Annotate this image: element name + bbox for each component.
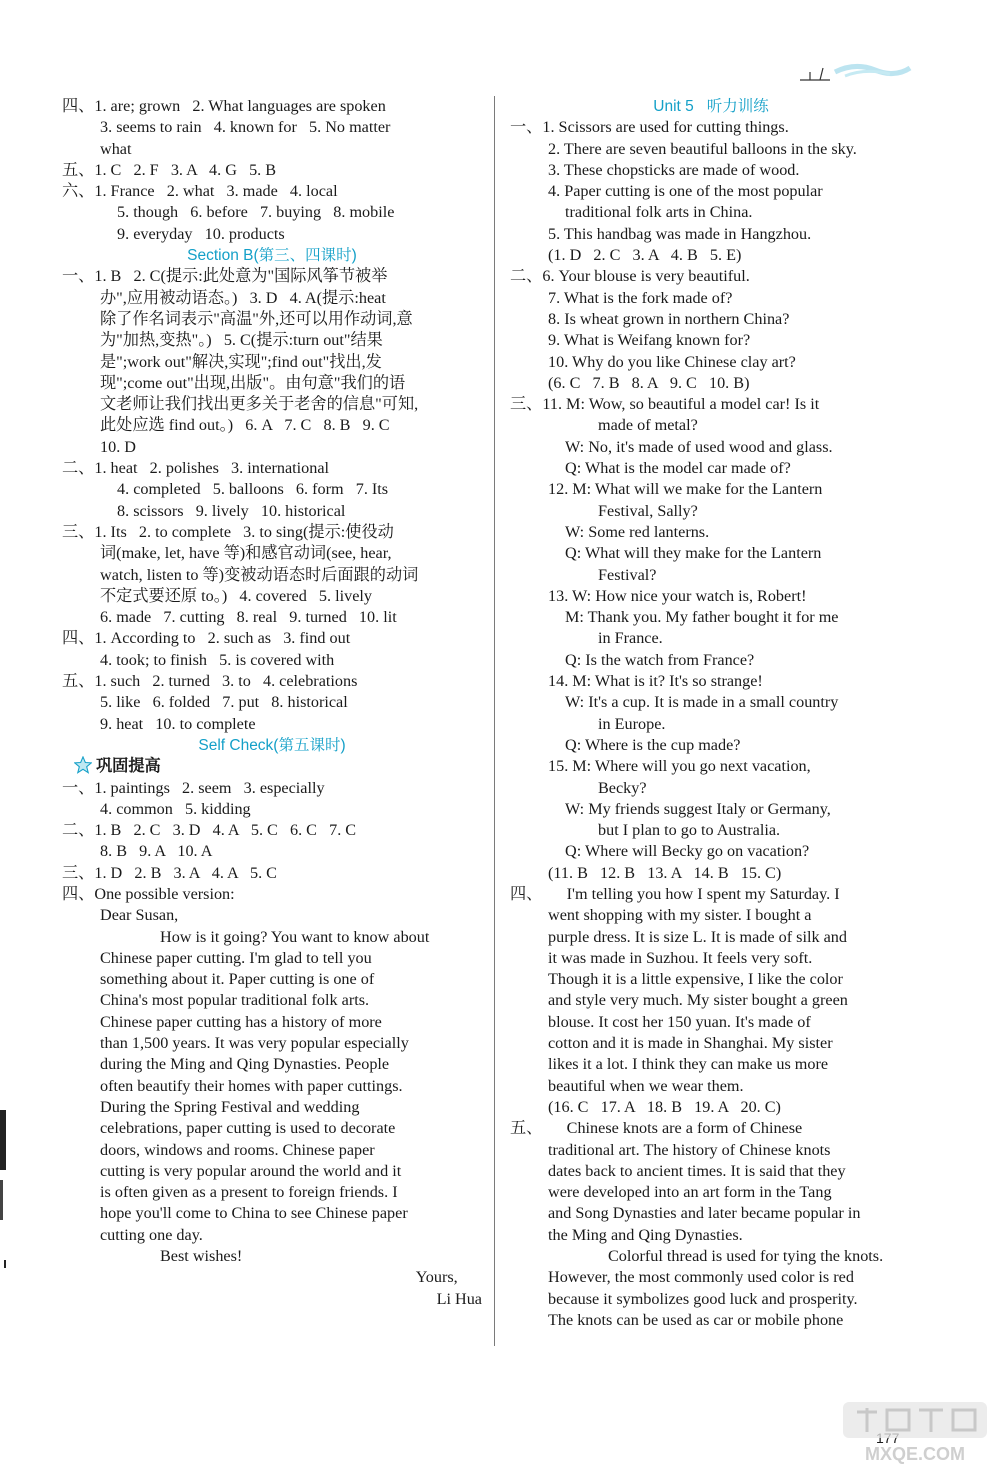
answer-line: because it symbolizes good luck and prosperity. — [548, 1289, 858, 1308]
answer-line: Though it is a little expensive, I like the color — [548, 970, 843, 989]
answer-line: Festival? — [598, 565, 657, 584]
answer-line: what — [100, 139, 132, 158]
answer-line: W: My friends suggest Italy or Germany, — [565, 799, 831, 818]
answer-line: 二、6. Your blouse is very beautiful. — [510, 267, 750, 286]
answer-line: (11. B 12. B 13. A 14. B 15. C) — [548, 863, 782, 882]
answer-line: 词(make, let, have 等)和感官动词(see, hear, — [100, 544, 392, 563]
answer-line: China's most popular traditional folk arts. — [100, 991, 370, 1010]
answer-line: 2. There are seven beautiful balloons in the sky. — [548, 139, 857, 158]
answer-line: but I plan to go to Australia. — [598, 821, 781, 840]
answer-line: 四、1. are; grown 2. What languages are spoken — [62, 97, 386, 115]
answer-line: cutting is very popular around the world and it — [100, 1161, 402, 1180]
answer-line: doors, windows and rooms. Chinese paper — [100, 1140, 375, 1159]
watermark-text: MXQE.COM — [864, 1444, 966, 1464]
answer-line: 4. common 5. kidding — [100, 799, 251, 818]
answer-line: During the Spring Festival and wedding — [100, 1097, 360, 1116]
answer-line: celebrations, paper cutting is used to decorate — [100, 1119, 396, 1138]
answer-line: cotton and it is made in Shanghai. My sister — [548, 1034, 833, 1053]
answer-line: 五、1. such 2. turned 3. to 4. celebrations — [62, 672, 358, 691]
answer-line: 此处应选 find out。) 6. A 7. C 8. B 9. C — [100, 416, 390, 435]
answer-line: often beautify their homes with paper cuttings. — [100, 1076, 403, 1095]
answer-line: traditional art. The history of Chinese knots — [548, 1140, 831, 1159]
answer-line: Q: Is the watch from France? — [565, 650, 755, 669]
answer-line: the Ming and Qing Dynasties. — [548, 1225, 743, 1244]
answer-line: watch, listen to 等)变被动语态时后面跟的动词 — [100, 565, 419, 584]
answer-line: How is it going? You want to know about — [160, 927, 430, 946]
answer-line: Q: What will they make for the Lantern — [565, 544, 822, 563]
answer-line: hope you'll come to China to see Chinese paper — [100, 1204, 408, 1223]
answer-line: blouse. It cost her 150 yuan. It's made of — [548, 1012, 811, 1031]
binding-marks — [0, 1110, 14, 1280]
answer-line: likes it a lot. I think they can make us more — [548, 1055, 829, 1074]
answer-line: and Song Dynasties and later became popular in — [548, 1204, 861, 1223]
answer-line: it was made in Suzhou. It feels very soft. — [548, 948, 813, 967]
answer-line: 10. D — [100, 437, 136, 456]
answer-line: 五、 Chinese knots are a form of Chinese — [510, 1119, 803, 1138]
answer-line: 15. M: Where will you go next vacation, — [548, 757, 811, 776]
answer-line: and style very much. My sister bought a green — [548, 991, 848, 1010]
answer-line: The knots can be used as car or mobile phone — [548, 1310, 844, 1329]
answer-line: M: Thank you. My father bought it for me — [565, 608, 839, 627]
answer-line: (16. C 17. A 18. B 19. A 20. C) — [548, 1097, 781, 1116]
answer-line: 10. Why do you like Chinese clay art? — [548, 352, 796, 371]
answer-line: Q: Where is the cup made? — [565, 735, 741, 754]
answer-line: (6. C 7. B 8. A 9. C 10. B) — [548, 373, 750, 392]
answer-line: Best wishes! — [160, 1247, 243, 1266]
header-decoration — [795, 50, 915, 90]
answer-line: 文老师让我们找出更多关于老舍的信息"可知, — [100, 395, 419, 414]
answer-line: Becky? — [598, 778, 647, 797]
answer-line: 8. scissors 9. lively 10. historical — [117, 501, 346, 520]
answer-line: 三、11. M: Wow, so beautiful a model car! Is it — [510, 395, 820, 414]
answer-line: 二、1. B 2. C 3. D 4. A 5. C 6. C 7. C — [62, 821, 357, 840]
answer-line: 一、1. paintings 2. seem 3. especially — [62, 778, 325, 797]
column-divider — [494, 96, 495, 1346]
answer-line: something about it. Paper cutting is one of — [100, 970, 375, 989]
answer-line: 四、1. According to 2. such as 3. find out — [62, 629, 351, 648]
answer-line: 5. This handbag was made in Hangzhou. — [548, 224, 812, 243]
answer-line: 7. What is the fork made of? — [548, 288, 733, 307]
answer-line: Li Hua — [436, 1289, 482, 1308]
answer-line: in France. — [598, 629, 663, 648]
answer-line: W: No, it's made of used wood and glass. — [565, 437, 833, 456]
answer-line: 3. seems to rain 4. known for 5. No matter — [100, 118, 391, 137]
answer-line: 为"加热,变热"。) 5. C(提示:turn out"结果 — [100, 331, 383, 350]
answer-line: 二、1. heat 2. polishes 3. international — [62, 459, 330, 478]
answer-line: Colorful thread is used for tying the knots. — [608, 1247, 884, 1266]
answer-line: Dear Susan, — [100, 906, 179, 925]
answer-line: Yours, — [415, 1268, 482, 1287]
answer-line: However, the most commonly used color is red — [548, 1268, 854, 1287]
answer-line: were developed into an art form in the Tang — [548, 1183, 832, 1202]
answer-line: purple dress. It is size L. It is made of silk and — [548, 927, 847, 946]
section-heading: Unit 5 听力训练 — [653, 98, 769, 115]
section-heading: Self Check(第五课时) — [198, 736, 346, 754]
answer-line: 8. B 9. A 10. A — [100, 842, 213, 861]
answer-line: 14. M: What is it? It's so strange! — [548, 672, 763, 691]
answer-line: 三、1. D 2. B 3. A 4. A 5. C — [62, 863, 277, 882]
subsection-title: 巩固提高 — [62, 756, 482, 777]
answer-line: Q: Where will Becky go on vacation? — [565, 842, 810, 861]
answer-line: 6. made 7. cutting 8. real 9. turned 10. lit — [100, 608, 397, 627]
answer-line: 现";come out"出现,出版"。由句意"我们的语 — [100, 373, 406, 392]
answer-line: (1. D 2. C 3. A 4. B 5. E) — [548, 246, 742, 265]
answer-line: 五、1. C 2. F 3. A 4. G 5. B — [62, 160, 277, 179]
answer-line: Chinese paper cutting has a history of more — [100, 1012, 382, 1031]
answer-line: 除了作名词表示"高温"外,还可以用作动词,意 — [100, 309, 413, 328]
answer-line: 9. everyday 10. products — [117, 224, 285, 243]
answer-line: 3. These chopsticks are made of wood. — [548, 160, 800, 179]
star-icon — [74, 756, 92, 774]
answer-line: 四、 I'm telling you how I spent my Saturday. I — [510, 884, 840, 903]
answer-line: 4. took; to finish 5. is covered with — [100, 650, 335, 669]
answer-line: than 1,500 years. It was very popular especially — [100, 1034, 409, 1053]
answer-line: 三、1. Its 2. to complete 3. to sing(提示:使役动 — [62, 522, 394, 541]
answer-line: 不定式要还原 to。) 4. covered 5. lively — [100, 586, 372, 605]
answer-line: traditional folk arts in China. — [565, 203, 753, 222]
answer-line: 4. completed 5. balloons 6. form 7. Its — [117, 480, 389, 499]
answer-line: 四、One possible version: — [62, 884, 235, 903]
answer-line: is often given as a present to foreign friends. I — [100, 1183, 398, 1202]
answer-line: made of metal? — [598, 416, 698, 435]
answer-line: 一、1. B 2. C(提示:此处意为"国际风筝节被举 — [62, 267, 388, 286]
answer-line: beautiful when we wear them. — [548, 1076, 744, 1095]
answer-line: Chinese paper cutting. I'm glad to tell you — [100, 948, 372, 967]
answer-line: in Europe. — [598, 714, 666, 733]
answer-line: 5. like 6. folded 7. put 8. historical — [100, 693, 348, 712]
answer-line: 9. What is Weifang known for? — [548, 331, 751, 350]
answer-line: 8. Is wheat grown in northern China? — [548, 309, 790, 328]
answer-line: 办",应用被动语态。) 3. D 4. A(提示:heat — [100, 288, 386, 307]
answer-line: W: Some red lanterns. — [565, 522, 710, 541]
watermark-logo — [835, 1398, 995, 1468]
answer-line: 9. heat 10. to complete — [100, 714, 256, 733]
answer-line: Q: What is the model car made of? — [565, 459, 791, 478]
answer-line: dates back to ancient times. It is said that they — [548, 1161, 846, 1180]
answer-line: cutting one day. — [100, 1225, 203, 1244]
answer-line: Festival, Sally? — [598, 501, 698, 520]
right-column — [510, 96, 912, 1331]
answer-line: went shopping with my sister. I bought a — [548, 906, 812, 925]
answer-line: during the Ming and Qing Dynasties. People — [100, 1055, 390, 1074]
answer-line: 4. Paper cutting is one of the most popular — [548, 182, 823, 201]
answer-line: 5. though 6. before 7. buying 8. mobile — [117, 203, 395, 222]
left-column — [62, 96, 482, 1310]
answer-line: 一、1. Scissors are used for cutting things. — [510, 118, 789, 137]
answer-line: 12. M: What will we make for the Lantern — [548, 480, 823, 499]
answer-line: 13. W: How nice your watch is, Robert! — [548, 586, 807, 605]
section-heading: Section B(第三、四课时) — [187, 247, 357, 265]
answer-line: 六、1. France 2. what 3. made 4. local — [62, 182, 338, 201]
answer-line: W: It's a cup. It is made in a small country — [565, 693, 839, 712]
answer-line: 是";work out"解决,实现";find out"找出,发 — [100, 352, 382, 371]
